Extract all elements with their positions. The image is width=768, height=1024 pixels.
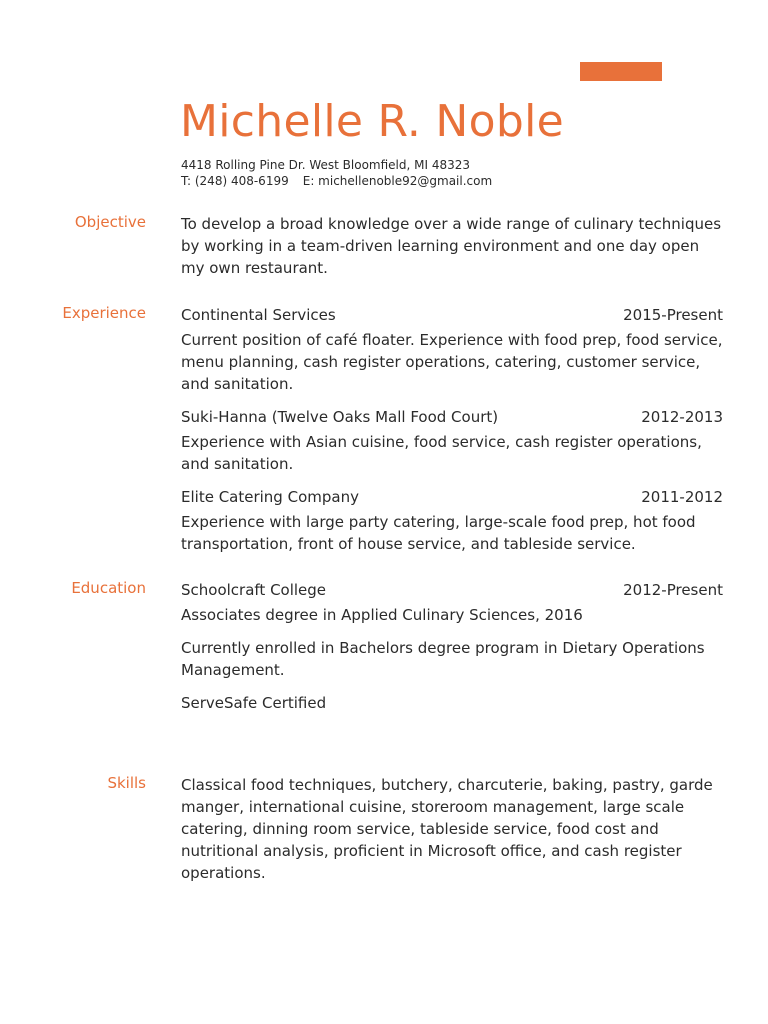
skills-body xyxy=(181,774,723,884)
header-accent-bar xyxy=(580,62,662,81)
education-body xyxy=(181,579,723,714)
objective-body xyxy=(181,213,723,279)
objective-text: To develop a broad knowledge over a wide range of culinary techniques by working in a team-driven learning environment and one day open my own restaurant. xyxy=(181,215,722,277)
experience-label: Experience xyxy=(62,304,146,322)
job-description: Experience with Asian cuisine, food service, cash register operations, and sanitation. xyxy=(181,433,702,473)
job-dates: 2011-2012 xyxy=(641,488,723,506)
experience-body xyxy=(181,304,723,555)
enrollment-text: Currently enrolled in Bachelors degree program in Dietary Operations Management. xyxy=(181,639,705,679)
job-dates: 2012-2013 xyxy=(641,408,723,426)
phone-email-line xyxy=(181,173,492,189)
job-entry xyxy=(181,304,723,395)
job-company: Elite Catering Company xyxy=(181,488,359,506)
address-line: 4418 Rolling Pine Dr. West Bloomfield, MI 48323 xyxy=(181,158,471,172)
job-header xyxy=(181,406,723,428)
contact-info xyxy=(181,157,492,189)
job-entry xyxy=(181,406,723,475)
phone: T: (248) 408-6199 xyxy=(181,174,289,188)
job-company: Continental Services xyxy=(181,306,336,324)
job-header xyxy=(181,486,723,508)
job-company: Suki-Hanna (Twelve Oaks Mall Food Court) xyxy=(181,408,499,426)
education-label: Education xyxy=(71,579,146,597)
certification-text: ServeSafe Certified xyxy=(181,694,327,712)
degree-text: Associates degree in Applied Culinary Sciences, 2016 xyxy=(181,606,583,624)
resume-name: Michelle R. Noble xyxy=(180,96,564,147)
objective-label: Objective xyxy=(74,213,146,231)
job-entry xyxy=(181,486,723,555)
education-header xyxy=(181,579,723,601)
job-description: Experience with large party catering, large-scale food prep, hot food transportation, front of house service, and tableside service. xyxy=(181,513,696,553)
job-header xyxy=(181,304,723,326)
skills-label: Skills xyxy=(107,774,146,792)
skills-text: Classical food techniques, butchery, charcuterie, baking, pastry, garde manger, international cuisine, storeroom management, large scale catering, dinning room service, tableside service, food cost and nutritional analysis, proficient in Microsoft office, and cash register operations. xyxy=(181,776,713,882)
job-dates: 2015-Present xyxy=(623,306,723,324)
job-description: Current position of café floater. Experience with food prep, food service, menu planning, cash register operations, catering, customer service, and sanitation. xyxy=(181,331,723,393)
school-name: Schoolcraft College xyxy=(181,581,327,599)
education-dates: 2012-Present xyxy=(623,581,723,599)
email: E: michellenoble92@gmail.com xyxy=(302,174,493,188)
